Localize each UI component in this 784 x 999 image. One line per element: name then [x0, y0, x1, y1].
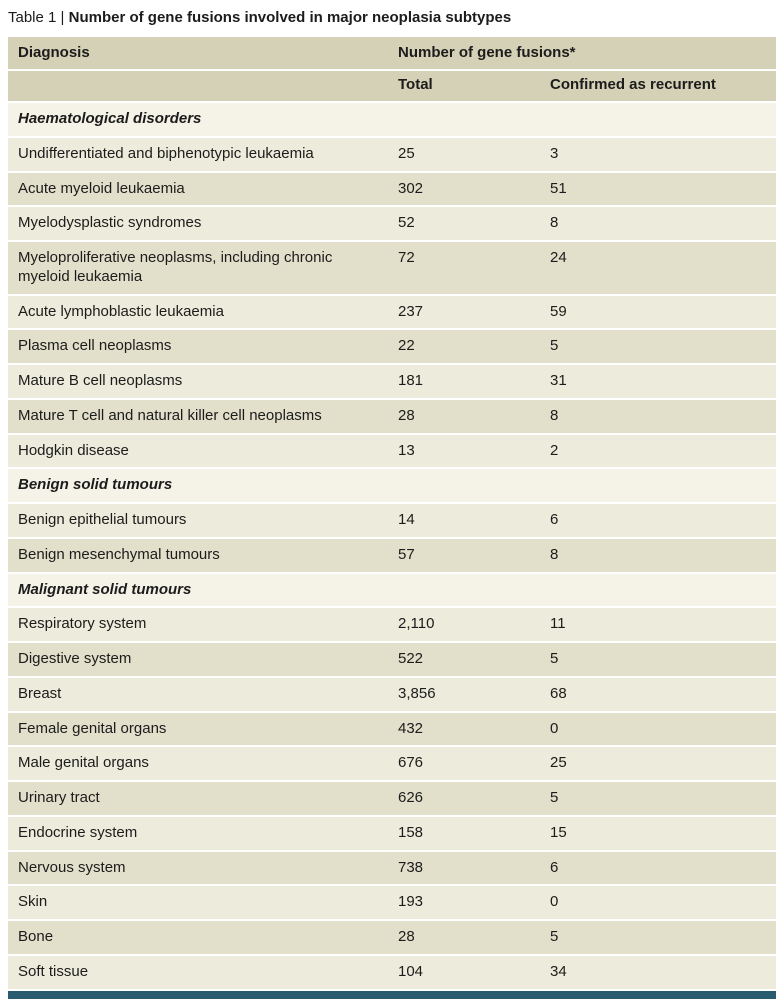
- table-row: [8, 207, 776, 240]
- empty-header-cell: [8, 71, 388, 101]
- table-row: [8, 242, 776, 294]
- total-cell: 72: [388, 242, 540, 294]
- recurrent-cell: 5: [540, 782, 776, 815]
- recurrent-cell: 5: [540, 921, 776, 954]
- diagnosis-cell: Soft tissue: [8, 956, 388, 989]
- table-row: [8, 643, 776, 676]
- diagnosis-cell: Nervous system: [8, 852, 388, 885]
- recurrent-cell: 11: [540, 608, 776, 641]
- recurrent-cell: 0: [540, 886, 776, 919]
- diagnosis-cell: Breast: [8, 678, 388, 711]
- table-row: [8, 435, 776, 468]
- diagnosis-cell: Mature T cell and natural killer cell neoplasms: [8, 400, 388, 433]
- total-cell: 432: [388, 713, 540, 746]
- table-row: [8, 921, 776, 954]
- recurrent-cell: 8: [540, 400, 776, 433]
- table-row: [8, 330, 776, 363]
- recurrent-cell: 59: [540, 296, 776, 329]
- table-row: [8, 296, 776, 329]
- recurrent-cell: 3: [540, 138, 776, 171]
- diagnosis-cell: Male genital organs: [8, 747, 388, 780]
- table-row: [8, 138, 776, 171]
- recurrent-cell: 25: [540, 747, 776, 780]
- total-cell: 52: [388, 207, 540, 240]
- total-cell: 28: [388, 400, 540, 433]
- section-header: Benign solid tumours: [8, 469, 776, 502]
- recurrent-cell: 8: [540, 539, 776, 572]
- total-cell: 22: [388, 330, 540, 363]
- recurrent-column-header: Confirmed as recurrent: [540, 71, 776, 101]
- recurrent-cell: 0: [540, 713, 776, 746]
- table-row: [8, 173, 776, 206]
- total-cell: 302: [388, 173, 540, 206]
- table-row: [8, 747, 776, 780]
- recurrent-cell: 31: [540, 365, 776, 398]
- section-header: Haematological disorders: [8, 103, 776, 136]
- recurrent-cell: 34: [540, 956, 776, 989]
- total-cell: 25: [388, 138, 540, 171]
- header-row-2: [8, 71, 776, 101]
- total-cell: 14: [388, 504, 540, 537]
- table-row: [8, 504, 776, 537]
- diagnosis-cell: Myeloproliferative neoplasms, including chronic myeloid leukaemia: [8, 242, 388, 294]
- recurrent-cell: 24: [540, 242, 776, 294]
- total-cell: 2,110: [388, 608, 540, 641]
- total-cell: 626: [388, 782, 540, 815]
- total-cell: 3,856: [388, 678, 540, 711]
- recurrent-cell: 6: [540, 852, 776, 885]
- total-cell: 522: [388, 643, 540, 676]
- table-row: [8, 678, 776, 711]
- total-column-header: Total: [388, 71, 540, 101]
- diagnosis-cell: Bone: [8, 921, 388, 954]
- recurrent-cell: 6: [540, 504, 776, 537]
- diagnosis-column-header: Diagnosis: [8, 37, 388, 70]
- recurrent-cell: 15: [540, 817, 776, 850]
- diagnosis-cell: Endocrine system: [8, 817, 388, 850]
- total-cell: 104: [388, 956, 540, 989]
- table-body: [8, 103, 776, 989]
- table-row: [8, 713, 776, 746]
- table-row: [8, 886, 776, 919]
- total-cell: 738: [388, 852, 540, 885]
- diagnosis-cell: Respiratory system: [8, 608, 388, 641]
- header-row-1: [8, 37, 776, 70]
- recurrent-cell: 8: [540, 207, 776, 240]
- diagnosis-cell: Mature B cell neoplasms: [8, 365, 388, 398]
- gene-fusions-group-header: Number of gene fusions*: [388, 37, 776, 70]
- total-cell: 676: [388, 747, 540, 780]
- diagnosis-cell: Benign mesenchymal tumours: [8, 539, 388, 572]
- recurrent-cell: 2: [540, 435, 776, 468]
- table-row: [8, 400, 776, 433]
- section-header-row: [8, 469, 776, 502]
- section-header-row: [8, 103, 776, 136]
- diagnosis-cell: Skin: [8, 886, 388, 919]
- table-row: [8, 956, 776, 989]
- table-title: [8, 6, 776, 35]
- diagnosis-cell: Digestive system: [8, 643, 388, 676]
- diagnosis-cell: Acute lymphoblastic leukaemia: [8, 296, 388, 329]
- total-cell: 237: [388, 296, 540, 329]
- table-title-text: Number of gene fusions involved in major neoplasia subtypes: [68, 9, 512, 26]
- total-cell: 28: [388, 921, 540, 954]
- recurrent-cell: 5: [540, 330, 776, 363]
- diagnosis-cell: Urinary tract: [8, 782, 388, 815]
- diagnosis-cell: Undifferentiated and biphenotypic leukaemia: [8, 138, 388, 171]
- table-number-label: Table 1 |: [8, 9, 69, 26]
- table-row: [8, 852, 776, 885]
- diagnosis-cell: Hodgkin disease: [8, 435, 388, 468]
- recurrent-cell: 5: [540, 643, 776, 676]
- gene-fusion-table: [8, 35, 776, 991]
- total-cell: 181: [388, 365, 540, 398]
- table-row: [8, 365, 776, 398]
- diagnosis-cell: Acute myeloid leukaemia: [8, 173, 388, 206]
- diagnosis-cell: Benign epithelial tumours: [8, 504, 388, 537]
- section-header-row: [8, 574, 776, 607]
- total-cell: 13: [388, 435, 540, 468]
- recurrent-cell: 68: [540, 678, 776, 711]
- total-cell: 193: [388, 886, 540, 919]
- total-cell: 158: [388, 817, 540, 850]
- table-bottom-border: [8, 991, 776, 999]
- recurrent-cell: 51: [540, 173, 776, 206]
- diagnosis-cell: Female genital organs: [8, 713, 388, 746]
- section-header: Malignant solid tumours: [8, 574, 776, 607]
- diagnosis-cell: Myelodysplastic syndromes: [8, 207, 388, 240]
- table-row: [8, 608, 776, 641]
- total-cell: 57: [388, 539, 540, 572]
- diagnosis-cell: Plasma cell neoplasms: [8, 330, 388, 363]
- table-row: [8, 782, 776, 815]
- table-row: [8, 817, 776, 850]
- table-row: [8, 539, 776, 572]
